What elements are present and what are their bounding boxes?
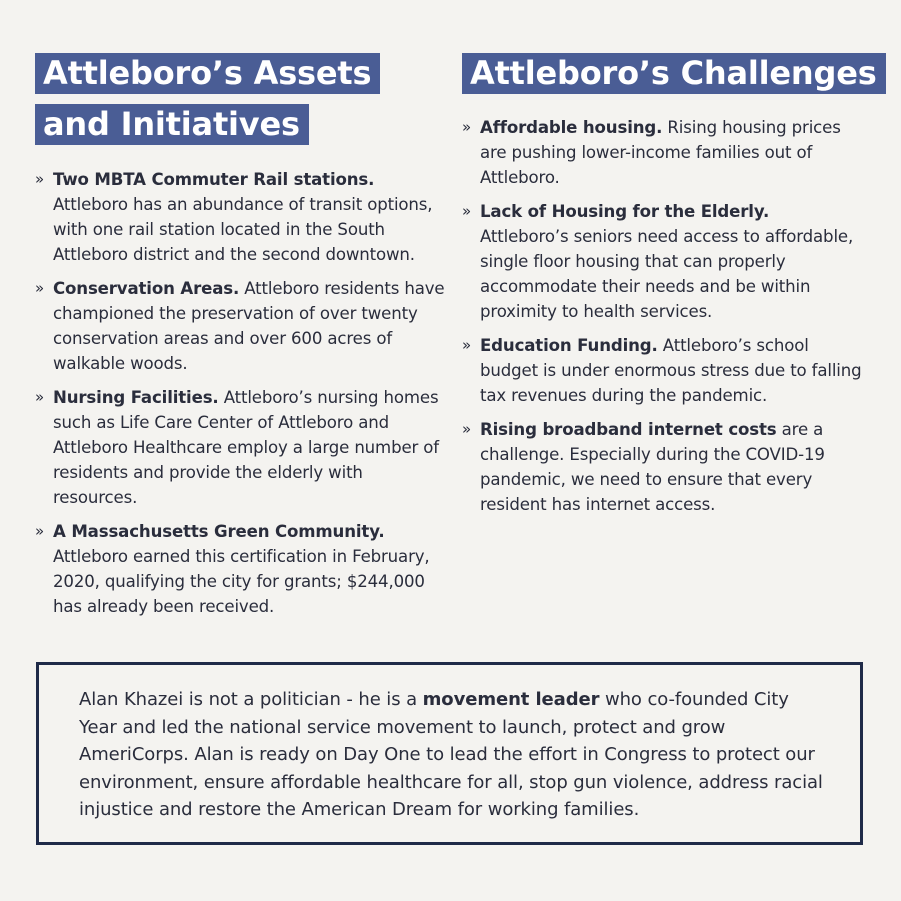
callout-emphasis: movement leader [422,689,600,710]
list-item [35,276,445,376]
list-item [462,417,862,517]
item-lead: Rising broadband internet costs [480,420,777,439]
assets-heading-line-1: Attleboro’s Assets [35,53,380,94]
item-text: Attleboro’s school budget is under enormous stress due to falling tax revenues during the pandemic. [480,336,862,405]
item-text: Attleboro has an abundance of transit options, with one rail station located in the South Attleboro district and the second downtown. [53,195,433,264]
challenges-list [462,115,862,517]
item-text: Attleboro earned this certification in February, 2020, qualifying the city for grants; $244,000 has already been received. [53,547,430,616]
challenges-column [462,53,877,526]
item-lead: Affordable housing. [480,118,663,137]
item-text: are a challenge. Especially during the COVID-19 pandemic, we need to ensure that every resident has internet access. [480,420,825,514]
list-item [35,167,445,267]
item-text: Rising housing prices are pushing lower-income families out of Attleboro. [480,118,841,187]
item-text: Attleboro residents have championed the preservation of over twenty conservation areas and over 600 acres of walkable woods. [53,279,445,373]
callout-text-before: Alan Khazei is not a politician - he is a [79,689,418,710]
bullet-icon: » [35,522,45,540]
bullet-icon: » [35,279,45,297]
item-lead: Conservation Areas. [53,279,240,298]
list-item [35,385,445,510]
item-lead: Lack of Housing for the Elderly. [480,202,770,221]
bullet-icon: » [462,336,472,354]
bullet-icon: » [462,202,472,220]
item-lead: Education Funding. [480,336,658,355]
item-lead: Nursing Facilities. [53,388,219,407]
item-text: Attleboro’s nursing homes such as Life Care Center of Attleboro and Attleboro Healthcare employ a large number of residents and provide the elderly with resources. [53,388,439,507]
list-item [35,519,445,619]
assets-column [35,53,445,628]
list-item [462,333,862,408]
callout-text-after: who co-founded City Year and led the national service movement to launch, protect and grow AmeriCorps. Alan is ready on Day One to lead the effort in Congress to protect our environment, ensure affordable healthcare for all, stop gun violence, address racial injustice and restore the American Dream for working families. [79,689,823,820]
assets-heading-line-2: and Initiatives [35,104,309,145]
challenges-heading: Attleboro’s Challenges [462,53,886,94]
item-lead: A Massachusetts Green Community. [53,522,385,541]
candidate-callout-box [36,662,863,845]
bullet-icon: » [462,118,472,136]
item-text: Attleboro’s seniors need access to affordable, single floor housing that can properly accommodate their needs and be within proximity to health services. [480,227,854,321]
bullet-icon: » [35,170,45,188]
list-item [462,115,862,190]
item-lead: Two MBTA Commuter Rail stations. [53,170,375,189]
bullet-icon: » [462,420,472,438]
assets-list [35,167,445,619]
list-item [462,199,862,324]
bullet-icon: » [35,388,45,406]
